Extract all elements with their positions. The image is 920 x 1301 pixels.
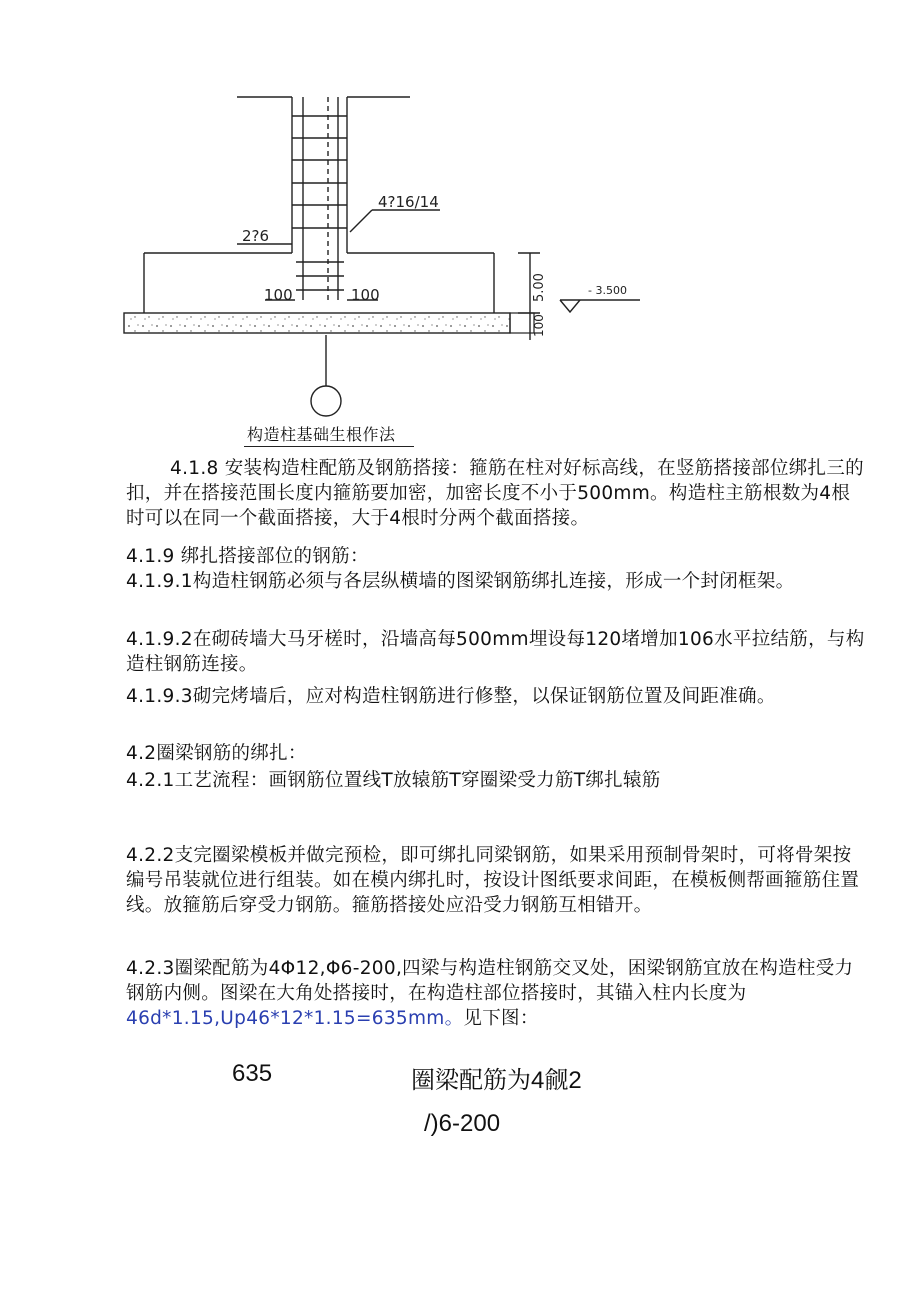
ring-beam-label: 圈梁配筋为4觎2 [411, 1067, 582, 1094]
para-4-2: 4.2圈梁钢筋的绑扎： [126, 743, 307, 764]
dimension-635: 635 [232, 1060, 273, 1087]
figure-caption: 构造柱基础生根作法 [247, 425, 396, 444]
rebar-label: 4?16/14 [378, 193, 439, 211]
construction-column-footing-drawing [0, 0, 920, 450]
pile-circle [311, 386, 341, 416]
para-4-2-3-main: 4.2.3圈梁配筋为4Φ12,Φ6-200,四梁与构造柱钢筋交叉处，困梁钢筋宜放在构造柱受力钢筋内侧。图梁在大角处搭接时，在构造柱部位搭接时，其锚入柱内长度为 [126, 958, 854, 1004]
dim-left-100: 100 [264, 286, 293, 304]
caption-underline [244, 446, 414, 447]
stirrup-label: 2?6 [242, 227, 270, 245]
dim-500: 5.00 [532, 273, 547, 302]
para-4-1-9-2: 4.1.9.2在砌砖墙大马牙槎时，沿墙高每500mm埋设每120堵增加106水平拉结筋，与构造柱钢筋连接。 [126, 629, 865, 675]
para-4-2-1: 4.2.1工艺流程：画钢筋位置线T放辕筋T穿圈梁受力筋T绑扎辕筋 [126, 770, 661, 791]
dim-right-100: 100 [351, 286, 380, 304]
elevation-label: - 3.500 [588, 284, 627, 297]
para-4-1-9: 4.1.9 绑扎搭接部位的钢筋： [126, 546, 369, 567]
ring-beam-stirrup-label: /)6-200 [424, 1110, 501, 1137]
para-4-1-8: 4.1.8 安装构造柱配筋及钢筋搭接：箍筋在柱对好标高线，在竖筋搭接部位绑扎三的扣，并在搭接范围长度内箍筋要加密，加密长度不小于500mm。构造柱主筋根数为4根时可以在同一个截面搭接，大于4根时分两个截面搭接。 [126, 458, 864, 529]
para-4-2-2: 4.2.2支完圈梁模板并做完预检，即可绑扎同梁钢筋，如果采用预制骨架时，可将骨架按编号吊装就位进行组装。如在模内绑扎时，按设计图纸要求间距，在模板侧帮画箍筋住置线。放箍筋后穿受力钢筋。箍筋搭接处应沿受力钢筋互相错开。 [126, 845, 860, 916]
para-4-1-9-1: 4.1.9.1构造柱钢筋必须与各层纵横墙的图梁钢筋绑扎连接，形成一个封闭框架。 [126, 571, 795, 592]
para-4-2-3-tail: 见下图： [463, 1008, 539, 1029]
para-4-1-9-3: 4.1.9.3砌完烤墙后，应对构造柱钢筋进行修整，以保证钢筋位置及间距准确。 [126, 686, 776, 707]
concrete-cushion [124, 313, 510, 333]
para-4-2-3-formula: 46d*1.15,Up46*12*1.15=635mm。 [126, 1008, 464, 1029]
para-4-2-3 [126, 956, 866, 1031]
dim-100: 100 [532, 314, 546, 337]
